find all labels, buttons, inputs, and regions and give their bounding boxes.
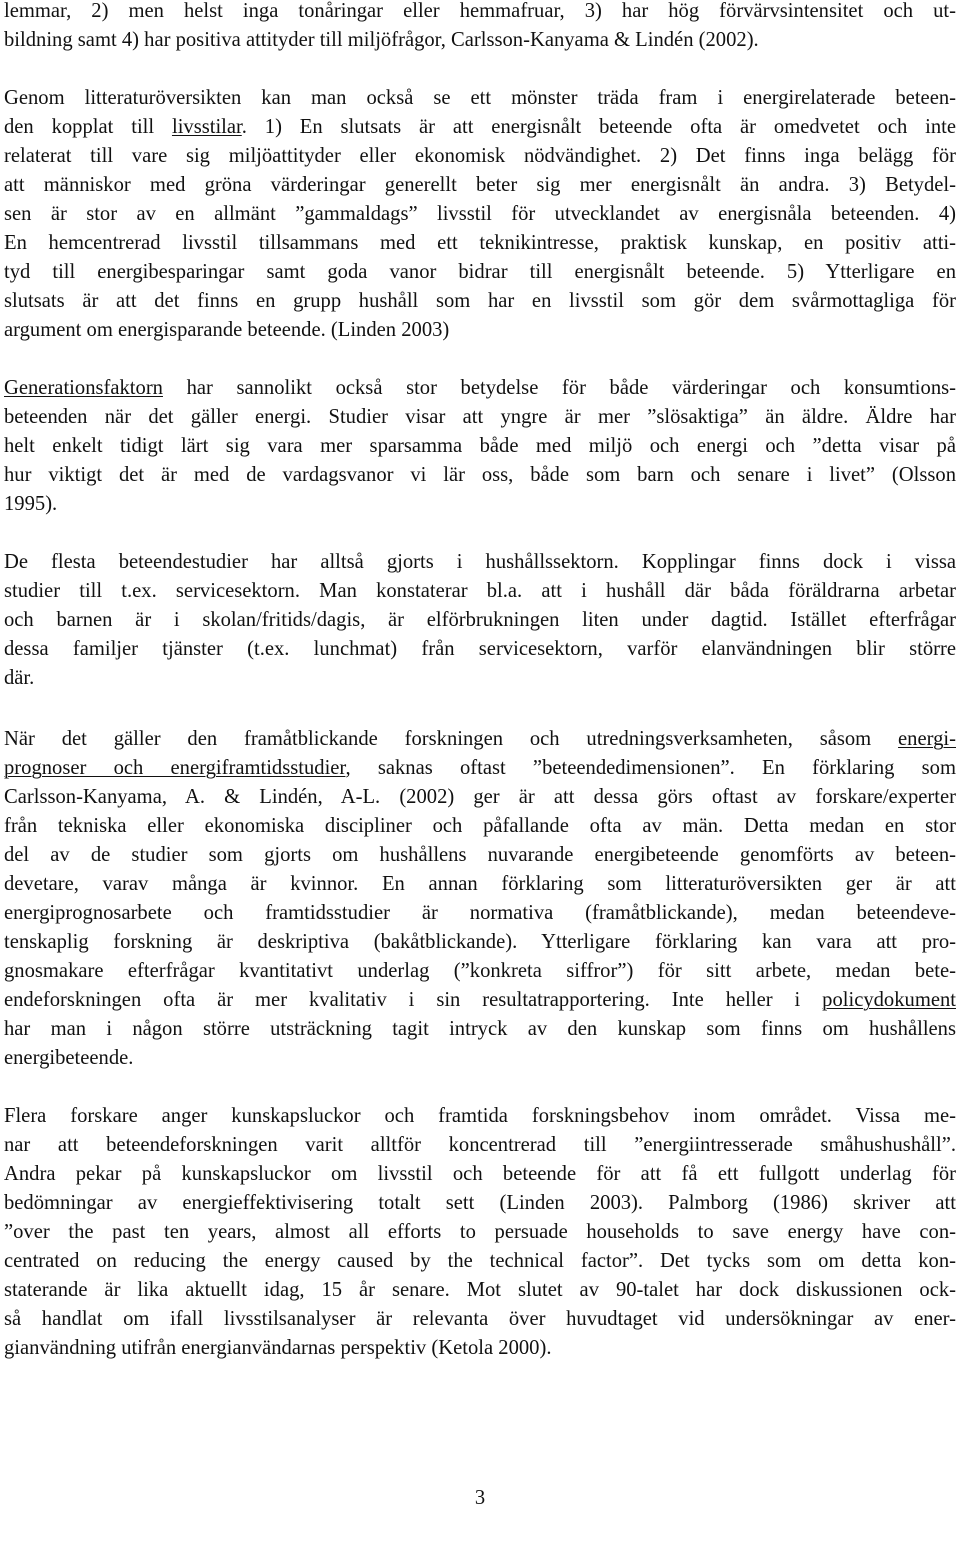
text-line	[4, 374, 956, 402]
text-line: sen är stor av en allmänt ”gammaldags” livsstil för utvecklandet av energisnåla beteenden. 4)	[4, 203, 956, 225]
text-line: centrated on reducing the energy caused by the technical factor”. Det tycks som om detta kon-	[4, 1250, 956, 1272]
text-line: Flera forskare anger kunskapsluckor och framtida forskningsbehov inom området. Vissa me-	[4, 1105, 956, 1127]
text-line: helt enkelt tidigt lärt sig vara mer sparsamma både med miljö och energi och ”detta visar på	[4, 435, 956, 457]
text-line: energiprognosarbete och framtidsstudier är normativa (framåtblickande), medan beteendeve-	[4, 902, 956, 924]
text-span: , saknas oftast ”beteendedimensionen”. En förklaring som	[345, 757, 956, 779]
text-span: endeforskningen ofta är mer kvalitativ i sin resultatrapportering. Inte heller i	[4, 989, 823, 1011]
text-line: tenskaplig forskning är deskriptiva (bakåtblickande). Ytterligare förklaring kan vara att pro-	[4, 931, 956, 953]
text-line: del av de studier som gjorts om hushållens nuvarande energibeteende genomförts av beteen-	[4, 844, 956, 866]
text-line: beteenden när det gäller energi. Studier visar att yngre är mer ”slösaktiga” än äldre. Äldre har	[4, 406, 956, 428]
text-line: tyd till energibesparingar samt goda vanor bidrar till energisnålt beteende. 5) Ytterligare en	[4, 261, 956, 283]
text-span: har sannolikt också stor betydelse för både värderingar och konsumtions-	[162, 377, 956, 399]
page-number: 3	[474, 1487, 486, 1509]
text-line: staterande är lika aktuellt idag, 15 år senare. Mot slutet av 90-talet har dock diskussionen ock-	[4, 1279, 956, 1301]
text-line: gianvändning utifrån energianvändarnas perspektiv (Ketola 2000).	[4, 1337, 552, 1359]
text-line: 1995).	[4, 493, 58, 515]
generationsfaktorn-link[interactable]: Generationsfaktorn	[4, 377, 163, 399]
text-line: studier till t.ex. servicesektorn. Man konstaterar bl.a. att i hushåll där båda föräldrarna arbetar	[4, 580, 956, 602]
text-line: lemmar, 2) men helst inga tonåringar eller hemmafruar, 3) har hög förvärvsintensitet och ut-	[4, 0, 956, 22]
text-line: Genom litteraturöversikten kan man också se ett mönster träda fram i energirelaterade beteen-	[4, 87, 956, 109]
text-line: där.	[4, 667, 35, 689]
text-line: argument om energisparande beteende. (Linden 2003)	[4, 319, 450, 341]
text-line: och barnen är i skolan/fritids/dagis, är elförbrukningen liten under dagtid. Istället efterfrågar	[4, 609, 956, 631]
text-line	[4, 754, 956, 782]
text-line: bedömningar av energieffektivisering totalt sett (Linden 2003). Palmborg (1986) skriver att	[4, 1192, 956, 1214]
text-line: hur viktigt det är med de vardagsvanor vi lär oss, både som barn och senare i livet” (Olsson	[4, 464, 956, 486]
text-line: gnosmakare efterfrågar kvantitativt underlag (”konkreta siffror”) för sitt arbete, medan bete-	[4, 960, 956, 982]
text-line: relaterat till vare sig miljöattityder eller ekonomisk nödvändighet. 2) Det finns inga belägg för	[4, 145, 956, 167]
text-line: nar att beteendeforskningen varit alltför koncentrerad till ”energiintresserade småhushushåll”.	[4, 1134, 956, 1156]
text-line: ”over the past ten years, almost all efforts to persuade households to save energy have con-	[4, 1221, 956, 1243]
text-line: har man i någon större utsträckning tagit intryck av den kunskap som finns om hushållens	[4, 1018, 956, 1040]
text-line: En hemcentrerad livsstil tillsammans med ett teknikintresse, praktisk kunskap, en positiv atti-	[4, 232, 956, 254]
text-line: slutsats är att det finns en grupp hushåll som har en livsstil som gör dem svårmottagliga för	[4, 290, 956, 312]
text-line: att människor med gröna värderingar generellt beter sig mer energisnålt än andra. 3) Betydel-	[4, 174, 956, 196]
text-line: Andra pekar på kunskapsluckor om livsstil och beteende för att få ett fullgott underlag för	[4, 1163, 956, 1185]
text-line: De flesta beteendestudier har alltså gjorts i hushållssektorn. Kopplingar finns dock i vissa	[4, 551, 956, 573]
text-span: . 1) En slutsats är att energisnålt beteende ofta är omedvetet och inte	[241, 116, 956, 138]
text-line: dessa familjer tjänster (t.ex. lunchmat) från servicesektorn, varför elanvändningen blir större	[4, 638, 956, 660]
text-line	[4, 725, 956, 753]
text-span: När det gäller den framåtblickande forskningen och utredningsverksamheten, såsom	[4, 728, 899, 750]
text-line: devetare, varav många är kvinnor. En annan förklaring som litteraturöversikten ger är att	[4, 873, 956, 895]
energiprognoser-link[interactable]: energi-	[898, 728, 956, 750]
livsstilar-link[interactable]: livsstilar	[171, 116, 242, 138]
text-span: den kopplat till	[4, 116, 172, 138]
text-line: från tekniska eller ekonomiska discipliner och påfallande ofta av män. Detta medan en stor	[4, 815, 956, 837]
text-line: Carlsson-Kanyama, A. & Lindén, A-L. (2002) ger är att dessa görs oftast av forskare/experter	[4, 786, 956, 808]
text-line: så handlat om ifall livsstilsanalyser är relevanta över huvudtaget vid undersökningar av ener-	[4, 1308, 956, 1330]
text-line: bildning samt 4) har positiva attityder till miljöfrågor, Carlsson-Kanyama & Lindén (2002).	[4, 29, 759, 51]
policydokument-link[interactable]: policydokument	[822, 989, 956, 1011]
energiprognoser-link-continued[interactable]: prognoser och energiframtidsstudier	[4, 757, 346, 779]
text-line	[4, 113, 956, 141]
text-line	[4, 986, 956, 1014]
text-line: energibeteende.	[4, 1047, 134, 1069]
